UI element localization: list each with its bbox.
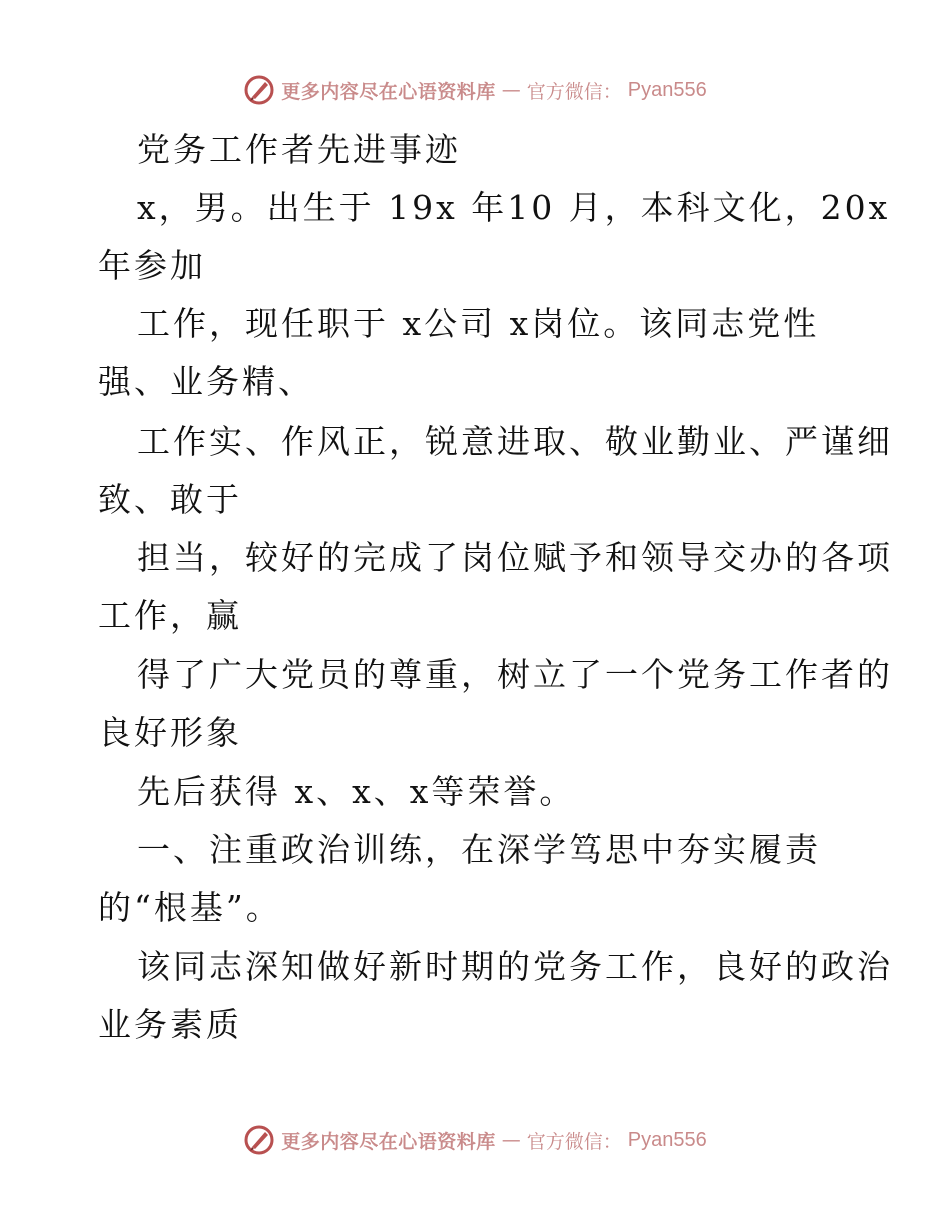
section-heading: 一、注重政治训练，在深学笃思中夯实履责 <box>137 830 821 869</box>
paragraph-line: 工作，现任职于 x公司 x岗位。该同志党性 <box>137 304 820 343</box>
footer-banner <box>0 1120 950 1160</box>
quill-pen-logo-icon <box>243 1124 275 1156</box>
paragraph-line: 该同志深知做好新时期的党务工作，良好的政治 <box>137 947 893 986</box>
paragraph-line: 良好形象 <box>98 713 242 752</box>
footer-wechat-label: 官方微信： <box>526 1130 622 1153</box>
paragraph-line: 得了广大党员的尊重，树立了一个党务工作者的 <box>137 655 893 694</box>
paragraph-line: 工作实、作风正，锐意进取、敬业勤业、严谨细 <box>137 422 893 461</box>
header-banner <box>0 70 950 110</box>
header-wechat-id: Pyan556 <box>627 78 707 101</box>
paragraph-line: 业务素质 <box>98 1005 242 1044</box>
paragraph-line: 致、敢于 <box>98 480 242 519</box>
header-wechat-label: 官方微信： <box>526 80 622 103</box>
paragraph-line: x，男。出生于 19x 年10 月，本科文化，20x <box>137 188 891 227</box>
paragraph-line: 担当，较好的完成了岗位赋予和领导交办的各项 <box>137 538 893 577</box>
paragraph-line: 强、业务精、 <box>98 362 314 401</box>
paragraph-line: 年参加 <box>98 246 206 285</box>
paragraph-line: 先后获得 x、x、x等荣誉。 <box>137 772 576 811</box>
header-brand-text: 更多内容尽在心语资料库 <box>281 80 496 103</box>
footer-brand-text: 更多内容尽在心语资料库 <box>281 1130 496 1153</box>
document-title: 党务工作者先进事迹 <box>137 130 461 169</box>
header-separator: — <box>501 79 521 101</box>
quill-pen-logo-icon <box>243 74 275 106</box>
footer-separator: — <box>501 1129 521 1151</box>
section-heading-continued: 的“根基”。 <box>98 888 282 927</box>
footer-wechat-id: Pyan556 <box>627 1128 707 1151</box>
paragraph-line: 工作，赢 <box>98 596 242 635</box>
